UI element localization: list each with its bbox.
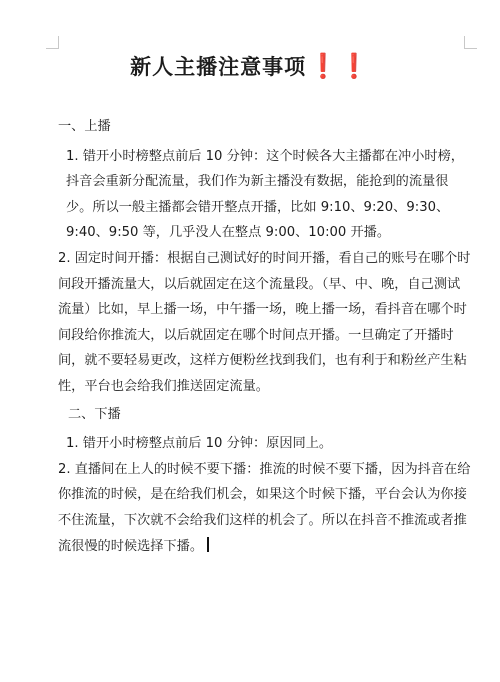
text-cursor xyxy=(207,537,209,552)
document-title xyxy=(0,48,500,85)
document-body[interactable] xyxy=(58,114,472,559)
paragraph-dont-end-when-traffic xyxy=(58,457,472,559)
section-heading-end-stream: 二、下播 xyxy=(68,406,121,422)
paragraph-fixed-time-start: 2. 固定时间开播：根据自己测试好的时间开播，看自己的账号在哪个时间段开播流量大，以后就固定在这个流量段。（早、中、晚，自己测试流量）比如，早上播一场，中午播一场，晚上播一场，看抖音在哪个时间段给你推流大，以后就固定在哪个时间点开播。一旦确定了开播时间，就不要轻易更改，这样方便粉丝找到我们，也有利于和粉丝产生粘性，平台也会给我们推送固定流量。 xyxy=(58,250,471,394)
paragraph-text: 2. 直播间在上人的时候不要下播：推流的时候不要下播，因为抖音在给你推流的时候，是在给我们机会，如果这个时候下播，平台会认为你接不住流量，下次就不会给我们这样的机会了。所以在抖音不推流或者推流很慢的时候选择下播。 xyxy=(58,461,471,554)
exclamation-icon: ❗❗ xyxy=(308,52,370,80)
section-heading-start-stream: 一、上播 xyxy=(58,119,111,134)
paragraph-stagger-hour-start: 1. 错开小时榜整点前后 10 分钟：这个时候各大主播都在冲小时榜，抖音会重新分配流量，我们作为新主播没有数据，能抢到的流量很少。所以一般主播都会错开整点开播，比如 9:10、9:20、9:30、9:40、9:50 等，几乎没人在整点 9:00、10:00 开播。 xyxy=(66,148,464,241)
paragraph-stagger-hour-end: 1. 错开小时榜整点前后 10 分钟：原因同上。 xyxy=(66,436,333,452)
title-text: 新人主播注意事项 xyxy=(130,55,307,79)
